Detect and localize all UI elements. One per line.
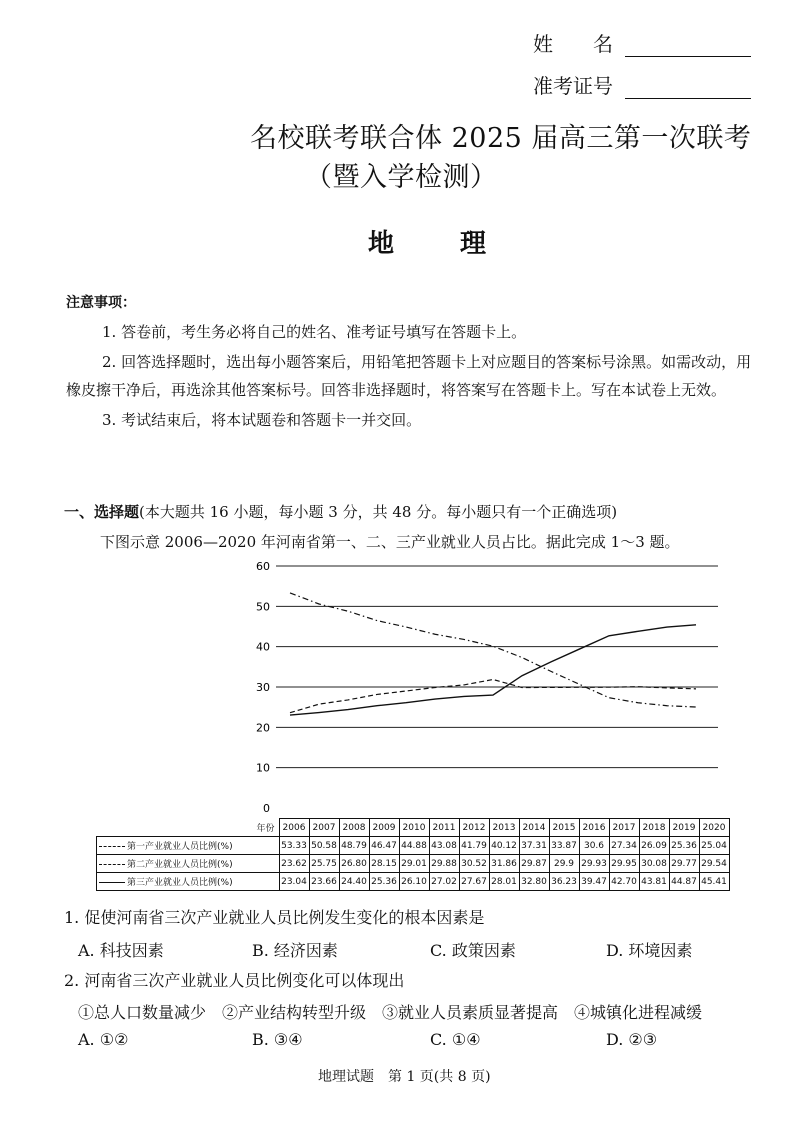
- y-tick-label-10: 10: [256, 761, 270, 775]
- table-year-2007: 2007: [309, 819, 339, 837]
- section-desc: (本大题共 16 小题，每小题 3 分，共 48 分。每小题只有一个正确选项): [139, 503, 618, 521]
- table-cell: 45.41: [699, 873, 729, 891]
- table-header-row: [97, 819, 730, 837]
- table-year-2020: 2020: [699, 819, 729, 837]
- table-cell: 41.79: [459, 837, 489, 855]
- q2-option-c: C. ①④: [430, 1030, 481, 1049]
- table-cell: 43.81: [639, 873, 669, 891]
- y-tick-label-60: 60: [256, 560, 270, 573]
- legend-line-swatch: [99, 882, 125, 883]
- table-cell: 29.54: [699, 855, 729, 873]
- table-cell: 30.08: [639, 855, 669, 873]
- section-title: 一、选择题: [64, 503, 140, 521]
- exam-id-blank: [625, 80, 751, 99]
- table-cell: 48.79: [339, 837, 369, 855]
- series-legend-3: [97, 873, 280, 891]
- question-1-stem: 1. 促使河南省三次产业就业人员比例发生变化的根本因素是: [64, 908, 485, 927]
- chart-intro: 下图示意 2006—2020 年河南省第一、二、三产业就业人员占比。据此完成 1～3 题。: [100, 533, 680, 551]
- table-cell: 53.33: [279, 837, 309, 855]
- table-cell: 40.12: [489, 837, 519, 855]
- y-tick-label-20: 20: [256, 721, 270, 735]
- table-cell: 29.93: [579, 855, 609, 873]
- q1-option-c: C. 政策因素: [430, 941, 516, 960]
- table-year-2015: 2015: [549, 819, 579, 837]
- table-cell: 27.67: [459, 873, 489, 891]
- q1-option-b: B. 经济因素: [252, 941, 338, 960]
- table-cell: 30.52: [459, 855, 489, 873]
- table-cell: 39.47: [579, 873, 609, 891]
- table-year-2012: 2012: [459, 819, 489, 837]
- table-row: [97, 873, 730, 891]
- table-cell: 43.08: [429, 837, 459, 855]
- legend-series-name: 第三产业就业人员比例(%): [127, 878, 233, 888]
- legend-series-name: 第二产业就业人员比例(%): [127, 860, 233, 870]
- table-year-2011: 2011: [429, 819, 459, 837]
- table-cell: 25.04: [699, 837, 729, 855]
- notice-heading: 注意事项：: [66, 295, 136, 311]
- table-year-2019: 2019: [669, 819, 699, 837]
- name-label: 姓 名: [533, 32, 613, 56]
- table-cell: 26.80: [339, 855, 369, 873]
- legend-series-name: 第一产业就业人员比例(%): [127, 842, 233, 852]
- table-cell: 42.70: [609, 873, 639, 891]
- table-cell: 25.36: [669, 837, 699, 855]
- q2-statements: ①总人口数量减少 ②产业结构转型升级 ③就业人员素质显著提高 ④城镇化进程减缓: [78, 1003, 703, 1022]
- table-year-2014: 2014: [519, 819, 549, 837]
- notice-item-1: 1. 答卷前，考生务必将自己的姓名、准考证号填写在答题卡上。: [102, 323, 527, 341]
- notice-item-3: 3. 考试结束后，将本试题卷和答题卡一并交回。: [102, 411, 422, 429]
- series-line-3: [290, 625, 696, 715]
- table-cell: 23.04: [279, 873, 309, 891]
- legend-line-swatch: [99, 864, 125, 865]
- table-cell: 26.09: [639, 837, 669, 855]
- table-cell: 33.87: [549, 837, 579, 855]
- series-line-1: [290, 593, 696, 707]
- table-cell: 24.40: [339, 873, 369, 891]
- chart-data-table: [96, 818, 730, 891]
- legend-line-swatch: [99, 846, 125, 847]
- table-row: [97, 855, 730, 873]
- table-cell: 27.34: [609, 837, 639, 855]
- exam-id-field: [533, 70, 751, 99]
- table-cell: 44.88: [399, 837, 429, 855]
- name-blank: [625, 38, 751, 57]
- table-cell: 28.01: [489, 873, 519, 891]
- y-tick-label-0: 0: [263, 802, 270, 815]
- name-field: [533, 28, 751, 57]
- table-cell: 28.15: [369, 855, 399, 873]
- table-cell: 29.9: [549, 855, 579, 873]
- table-year-2017: 2017: [609, 819, 639, 837]
- table-year-2016: 2016: [579, 819, 609, 837]
- table-year-2008: 2008: [339, 819, 369, 837]
- table-cell: 29.87: [519, 855, 549, 873]
- exam-subtitle: （暨入学检测）: [305, 162, 498, 193]
- table-cell: 26.10: [399, 873, 429, 891]
- table-cell: 29.88: [429, 855, 459, 873]
- table-cell: 32.80: [519, 873, 549, 891]
- table-cell: 23.62: [279, 855, 309, 873]
- q2-option-b: B. ③④: [252, 1030, 303, 1049]
- notice-list: [66, 318, 752, 434]
- q2-option-a: A. ①②: [78, 1030, 129, 1049]
- question-2-stem: 2. 河南省三次产业就业人员比例变化可以体现出: [64, 971, 405, 990]
- table-cell: 44.87: [669, 873, 699, 891]
- table-year-2018: 2018: [639, 819, 669, 837]
- series-legend-1: [97, 837, 280, 855]
- exam-title: 名校联考联合体 2025 届高三第一次联考: [250, 123, 752, 154]
- table-header-label: 年份: [97, 819, 280, 837]
- table-cell: 27.02: [429, 873, 459, 891]
- table-cell: 46.47: [369, 837, 399, 855]
- table-cell: 50.58: [309, 837, 339, 855]
- notice-item-2: 2. 回答选择题时，选出每小题答案后，用铅笔把答题卡上对应题目的答案标号涂黑。如需改动，用橡皮擦干净后，再选涂其他答案标号。回答非选择题时，将答案写在答题卡上。写在本试卷上无效。: [66, 353, 752, 399]
- table-cell: 36.23: [549, 873, 579, 891]
- q2-option-d: D. ②③: [606, 1030, 658, 1049]
- q1-option-d: D. 环境因素: [606, 941, 693, 960]
- y-tick-label-30: 30: [256, 681, 270, 694]
- table-cell: 29.77: [669, 855, 699, 873]
- series-line-2: [290, 679, 696, 712]
- table-row: [97, 837, 730, 855]
- table-cell: 30.6: [579, 837, 609, 855]
- table-year-2013: 2013: [489, 819, 519, 837]
- exam-id-label: 准考证号: [533, 74, 613, 98]
- table-year-2010: 2010: [399, 819, 429, 837]
- page-footer: 地理试题 第 1 页(共 8 页): [318, 1069, 491, 1085]
- table-cell: 31.86: [489, 855, 519, 873]
- q1-option-a: A. 科技因素: [78, 941, 164, 960]
- table-year-2009: 2009: [369, 819, 399, 837]
- employment-line-chart: [240, 556, 720, 816]
- subject-title: 地 理: [368, 229, 507, 259]
- section-heading: [64, 501, 617, 522]
- table-cell: 25.36: [369, 873, 399, 891]
- table-cell: 29.95: [609, 855, 639, 873]
- y-tick-label-40: 40: [256, 640, 270, 654]
- series-legend-2: [97, 855, 280, 873]
- y-tick-label-50: 50: [256, 600, 270, 614]
- table-cell: 25.75: [309, 855, 339, 873]
- table-year-2006: 2006: [279, 819, 309, 837]
- table-cell: 29.01: [399, 855, 429, 873]
- table-cell: 37.31: [519, 837, 549, 855]
- table-cell: 23.66: [309, 873, 339, 891]
